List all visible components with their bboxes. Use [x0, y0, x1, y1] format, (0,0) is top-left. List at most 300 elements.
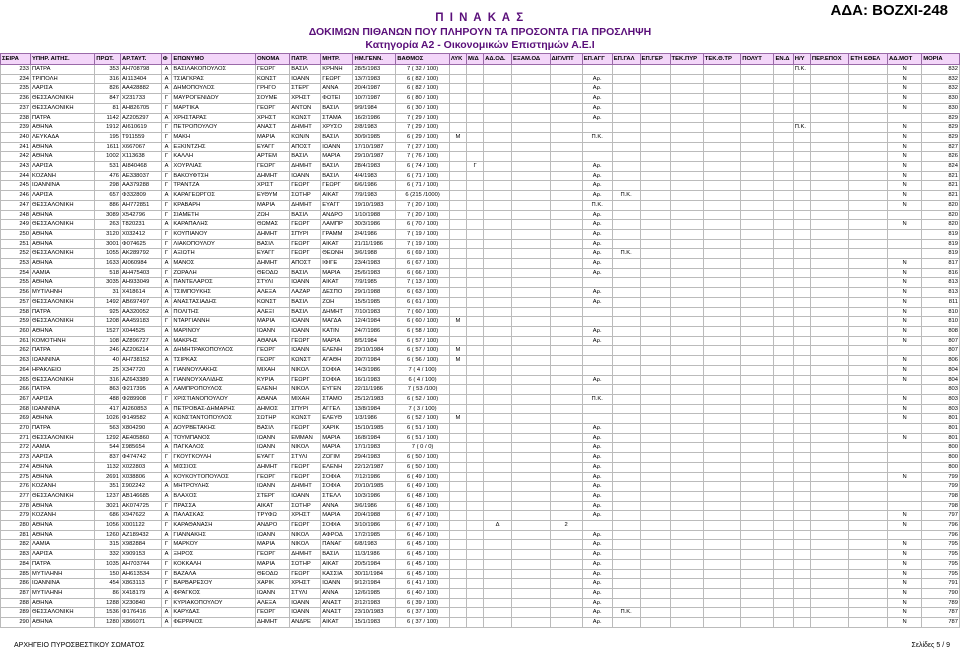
- table-cell: [467, 297, 484, 307]
- table-cell: 195: [95, 132, 121, 142]
- table-header-row: [1, 54, 960, 65]
- table-cell: [849, 433, 888, 443]
- table-cell: [550, 550, 582, 560]
- table-cell: [640, 259, 670, 269]
- table-cell: ΑΘΗΝΑ: [31, 501, 95, 511]
- table-cell: 1056: [95, 521, 121, 531]
- table-cell: ΣΩΤΗΡ: [290, 191, 321, 201]
- table-cell: [849, 191, 888, 201]
- table-cell: [703, 249, 741, 259]
- table-cell: 830: [922, 103, 960, 113]
- table-cell: [887, 239, 921, 249]
- table-cell: [793, 268, 810, 278]
- table-cell: [467, 84, 484, 94]
- table-cell: [484, 404, 512, 414]
- table-cell: ΤΣΙΡΚΑΣ: [172, 356, 256, 366]
- table-cell: [703, 608, 741, 618]
- column-header: ΣΕΙΡΑ: [1, 54, 31, 65]
- table-cell: 234: [1, 74, 31, 84]
- table-cell: 6 ( 4 / 100): [396, 375, 450, 385]
- table-cell: Χ231733: [120, 94, 161, 104]
- table-cell: [703, 521, 741, 531]
- table-cell: [810, 375, 849, 385]
- table-cell: [793, 239, 810, 249]
- table-cell: 3120: [95, 229, 121, 239]
- table-cell: [741, 326, 774, 336]
- table-cell: [511, 239, 550, 249]
- table-cell: [612, 579, 640, 589]
- table-cell: 829: [922, 132, 960, 142]
- table-cell: [612, 210, 640, 220]
- table-cell: ΖΩΡΑΛΗ: [172, 268, 256, 278]
- table-cell: [703, 288, 741, 298]
- table-cell: [484, 588, 512, 598]
- table-cell: Α: [161, 618, 172, 628]
- table-cell: [640, 142, 670, 152]
- table-cell: ΚΟΚΚΑΛΗ: [172, 559, 256, 569]
- table-cell: [741, 162, 774, 172]
- table-cell: [741, 472, 774, 482]
- table-row: [1, 239, 960, 249]
- column-header: ΗΜ.ΓΕΝΝ.: [353, 54, 396, 65]
- table-cell: 796: [922, 521, 960, 531]
- table-cell: [774, 588, 793, 598]
- table-cell: ΤΣΙΑΓΚΡΑΣ: [172, 74, 256, 84]
- table-cell: [640, 297, 670, 307]
- table-cell: 827: [922, 142, 960, 152]
- table-cell: [612, 103, 640, 113]
- table-cell: ΚΥΡΙΑΚΟΠΟΥΛΟΥ: [172, 598, 256, 608]
- table-cell: 6 ( 52 / 100): [396, 394, 450, 404]
- table-cell: 795: [922, 569, 960, 579]
- table-cell: Αρ.: [582, 220, 612, 230]
- table-cell: ΔΗΜΗΤ: [255, 229, 289, 239]
- table-cell: [793, 550, 810, 560]
- table-cell: [449, 598, 466, 608]
- table-cell: 807: [922, 346, 960, 356]
- table-cell: [670, 521, 703, 531]
- page-footer: [0, 640, 960, 652]
- table-cell: [793, 569, 810, 579]
- table-cell: ΑΓΑΘΗ: [321, 356, 353, 366]
- table-cell: Γ: [161, 268, 172, 278]
- table-cell: Γ: [161, 200, 172, 210]
- table-cell: [484, 462, 512, 472]
- table-cell: 686: [95, 511, 121, 521]
- table-cell: [774, 123, 793, 133]
- table-row: [1, 220, 960, 230]
- table-cell: ΚΥΡΙΑ: [255, 375, 289, 385]
- table-cell: 819: [922, 249, 960, 259]
- table-cell: 268: [1, 404, 31, 414]
- table-cell: [612, 288, 640, 298]
- table-cell: 285: [1, 569, 31, 579]
- table-cell: [741, 191, 774, 201]
- table-cell: [741, 433, 774, 443]
- table-cell: [849, 249, 888, 259]
- table-cell: [511, 569, 550, 579]
- table-cell: [793, 501, 810, 511]
- table-cell: ΑΑ379288: [120, 181, 161, 191]
- table-cell: 271: [1, 433, 31, 443]
- table-row: [1, 472, 960, 482]
- table-cell: Αρ.: [582, 472, 612, 482]
- table-cell: [582, 142, 612, 152]
- table-cell: 829: [922, 113, 960, 123]
- column-header: ΑΔ.ΜΟΤ: [887, 54, 921, 65]
- table-row: [1, 346, 960, 356]
- table-cell: [640, 200, 670, 210]
- table-cell: Ν: [887, 297, 921, 307]
- table-cell: [612, 385, 640, 395]
- table-cell: ΑΗ613534: [120, 569, 161, 579]
- table-cell: [887, 210, 921, 220]
- table-cell: Ν: [887, 404, 921, 414]
- table-cell: [741, 356, 774, 366]
- table-cell: [449, 171, 466, 181]
- table-cell: [484, 453, 512, 463]
- table-cell: [612, 598, 640, 608]
- table-cell: 7 ( 60 / 100): [396, 307, 450, 317]
- table-cell: Ν: [887, 94, 921, 104]
- table-cell: 819: [922, 239, 960, 249]
- table-cell: ΣΟΦΙΑ: [321, 375, 353, 385]
- table-cell: 798: [922, 501, 960, 511]
- table-row: [1, 453, 960, 463]
- table-cell: [670, 472, 703, 482]
- table-cell: Μ: [449, 317, 466, 327]
- table-cell: [640, 65, 670, 75]
- table-row: [1, 550, 960, 560]
- table-cell: [774, 608, 793, 618]
- table-cell: [793, 433, 810, 443]
- table-cell: 7 ( 29 / 100): [396, 113, 450, 123]
- table-cell: [793, 113, 810, 123]
- table-cell: [511, 443, 550, 453]
- table-cell: 816: [922, 268, 960, 278]
- table-cell: [810, 453, 849, 463]
- table-cell: ΒΑΣΙΛ: [321, 550, 353, 560]
- table-cell: [810, 278, 849, 288]
- table-cell: [670, 443, 703, 453]
- table-cell: [810, 618, 849, 628]
- table-cell: [640, 268, 670, 278]
- table-cell: Γ: [161, 540, 172, 550]
- table-cell: [793, 491, 810, 501]
- table-cell: [849, 259, 888, 269]
- table-cell: ΒΑΣΙΛ: [255, 239, 289, 249]
- table-cell: [640, 326, 670, 336]
- table-cell: Αρ.: [582, 210, 612, 220]
- table-row: [1, 326, 960, 336]
- table-cell: [467, 482, 484, 492]
- table-cell: 245: [1, 181, 31, 191]
- table-cell: ΜΥΤΙΛΗΝΗ: [31, 588, 95, 598]
- table-cell: [810, 65, 849, 75]
- table-cell: [849, 559, 888, 569]
- table-cell: [849, 74, 888, 84]
- table-cell: [849, 307, 888, 317]
- table-cell: [582, 317, 612, 327]
- table-cell: [703, 424, 741, 434]
- table-cell: [741, 94, 774, 104]
- table-cell: [484, 239, 512, 249]
- table-row: [1, 569, 960, 579]
- table-cell: 150: [95, 569, 121, 579]
- table-cell: [511, 365, 550, 375]
- table-cell: ΙΩΑΝΝ: [290, 491, 321, 501]
- table-cell: [467, 598, 484, 608]
- table-cell: [467, 414, 484, 424]
- table-cell: ΑΑ459183: [120, 317, 161, 327]
- table-cell: [484, 113, 512, 123]
- table-cell: ΦΡΑΓΚΟΣ: [172, 588, 256, 598]
- table-cell: 826: [95, 84, 121, 94]
- table-cell: 265: [1, 375, 31, 385]
- table-cell: [449, 491, 466, 501]
- table-cell: [640, 462, 670, 472]
- table-cell: [741, 462, 774, 472]
- table-cell: ΑΝΔΡΟ: [255, 521, 289, 531]
- table-row: [1, 191, 960, 201]
- table-cell: [511, 123, 550, 133]
- table-cell: [670, 501, 703, 511]
- table-cell: [670, 142, 703, 152]
- table-cell: ΑΘΗΝΑ: [31, 123, 95, 133]
- table-cell: [849, 472, 888, 482]
- table-cell: 6 ( 48 / 100): [396, 501, 450, 511]
- table-cell: [449, 501, 466, 511]
- table-cell: [612, 132, 640, 142]
- table-cell: [793, 229, 810, 239]
- table-cell: 278: [1, 501, 31, 511]
- table-cell: Ν: [887, 307, 921, 317]
- table-cell: ΛΑΡΙΣΑ: [31, 550, 95, 560]
- table-cell: [703, 598, 741, 608]
- table-cell: ΑΙ260853: [120, 404, 161, 414]
- table-cell: ΙΩΑΝΝ: [321, 579, 353, 589]
- table-cell: [741, 297, 774, 307]
- table-cell: 488: [95, 394, 121, 404]
- table-cell: 7/9/1983: [353, 191, 396, 201]
- table-cell: [793, 511, 810, 521]
- table-cell: ΑΘΗΝΑ: [31, 521, 95, 531]
- table-cell: 17/2/1985: [353, 530, 396, 540]
- table-cell: [550, 579, 582, 589]
- table-cell: ΛΑΖΑΡ: [290, 288, 321, 298]
- table-cell: [774, 569, 793, 579]
- table-cell: [550, 608, 582, 618]
- table-cell: 832: [922, 65, 960, 75]
- table-cell: Ν: [887, 84, 921, 94]
- table-cell: [550, 336, 582, 346]
- table-cell: Γ: [161, 501, 172, 511]
- table-cell: [612, 540, 640, 550]
- table-row: [1, 491, 960, 501]
- table-cell: [640, 559, 670, 569]
- table-cell: [849, 288, 888, 298]
- table-cell: ΑΙΚΑΤ: [321, 559, 353, 569]
- table-cell: [550, 462, 582, 472]
- table-cell: 10/7/1987: [353, 94, 396, 104]
- table-cell: 290: [1, 618, 31, 628]
- table-cell: 804: [922, 365, 960, 375]
- table-cell: [793, 278, 810, 288]
- table-cell: [550, 171, 582, 181]
- table-cell: 250: [1, 229, 31, 239]
- table-cell: 7 ( 0 / 0): [396, 443, 450, 453]
- table-cell: ΠΑΤΡΑ: [31, 385, 95, 395]
- table-cell: 6 ( 37 / 100): [396, 618, 450, 628]
- table-cell: [810, 162, 849, 172]
- table-cell: [810, 472, 849, 482]
- table-cell: Αρ.: [582, 259, 612, 269]
- table-cell: [670, 559, 703, 569]
- table-cell: ΑΘΗΝΑ: [31, 414, 95, 424]
- table-cell: [511, 530, 550, 540]
- table-cell: [774, 239, 793, 249]
- table-cell: [511, 259, 550, 269]
- table-cell: [511, 608, 550, 618]
- table-cell: Αρ.: [582, 511, 612, 521]
- table-cell: [670, 608, 703, 618]
- table-cell: 86: [95, 588, 121, 598]
- table-cell: 22/12/1987: [353, 462, 396, 472]
- table-cell: Ν: [887, 103, 921, 113]
- table-cell: ΖΩΓΙΜ: [321, 453, 353, 463]
- table-cell: Π.Κ.: [612, 608, 640, 618]
- table-cell: 2/4/1986: [353, 229, 396, 239]
- table-cell: [793, 326, 810, 336]
- table-cell: [810, 550, 849, 560]
- table-cell: [612, 259, 640, 269]
- table-cell: Γ: [161, 123, 172, 133]
- table-cell: [640, 74, 670, 84]
- table-cell: [849, 404, 888, 414]
- table-cell: ΘΕΩΝΗ: [321, 249, 353, 259]
- table-cell: ΑΡΤΕΜ: [255, 152, 289, 162]
- table-cell: [810, 181, 849, 191]
- table-cell: [741, 200, 774, 210]
- table-cell: [849, 608, 888, 618]
- table-cell: 799: [922, 482, 960, 492]
- table-cell: ΑΗ826705: [120, 103, 161, 113]
- table-cell: [449, 297, 466, 307]
- table-cell: Φ332809: [120, 191, 161, 201]
- table-cell: 252: [1, 249, 31, 259]
- table-cell: 801: [922, 414, 960, 424]
- table-cell: [793, 346, 810, 356]
- table-cell: Α: [161, 443, 172, 453]
- table-cell: 6/8/1983: [353, 540, 396, 550]
- table-cell: Γ: [161, 181, 172, 191]
- table-cell: [703, 453, 741, 463]
- table-cell: [449, 365, 466, 375]
- table-cell: [703, 530, 741, 540]
- table-cell: [887, 346, 921, 356]
- table-cell: [640, 433, 670, 443]
- table-cell: 7/10/1983: [353, 307, 396, 317]
- table-cell: [449, 288, 466, 298]
- table-cell: [550, 472, 582, 482]
- table-cell: [703, 569, 741, 579]
- table-cell: Χ667067: [120, 142, 161, 152]
- table-cell: 20/10/1985: [353, 482, 396, 492]
- table-cell: ΓΕΩΡΓ: [255, 472, 289, 482]
- table-cell: [640, 356, 670, 366]
- table-cell: ΓΕΩΡΓ: [255, 346, 289, 356]
- table-cell: [887, 482, 921, 492]
- table-cell: [810, 259, 849, 269]
- table-cell: [484, 579, 512, 589]
- table-cell: Α: [161, 278, 172, 288]
- table-cell: ΘΕΣΣΑΛΟΝΙΚΗ: [31, 94, 95, 104]
- table-cell: 819: [922, 229, 960, 239]
- table-cell: 826: [922, 152, 960, 162]
- table-cell: Α: [161, 511, 172, 521]
- table-cell: ΑΙ610619: [120, 123, 161, 133]
- table-cell: 23/10/1983: [353, 608, 396, 618]
- table-cell: 31: [95, 288, 121, 298]
- table-cell: ΛΑΡΙΣΑ: [31, 191, 95, 201]
- table-cell: [774, 103, 793, 113]
- table-cell: Αρ.: [582, 588, 612, 598]
- column-header: ΠΡΩΤ.: [95, 54, 121, 65]
- table-cell: [793, 618, 810, 628]
- table-cell: [670, 433, 703, 443]
- table-cell: ΣΩΤΗΡ: [290, 559, 321, 569]
- table-cell: [550, 385, 582, 395]
- table-cell: [703, 94, 741, 104]
- table-cell: [849, 521, 888, 531]
- table-cell: 806: [922, 356, 960, 366]
- table-cell: [810, 288, 849, 298]
- table-cell: Ν: [887, 336, 921, 346]
- table-cell: ΜΑΡΙΑ: [255, 132, 289, 142]
- table-cell: 6 ( 49 / 100): [396, 482, 450, 492]
- column-header: ΕΠΩΝΥΜΟ: [172, 54, 256, 65]
- table-cell: [670, 424, 703, 434]
- table-cell: 821: [922, 191, 960, 201]
- table-cell: [612, 453, 640, 463]
- table-cell: Χ230840: [120, 598, 161, 608]
- table-cell: ΔΗΜΗΤ: [255, 462, 289, 472]
- table-cell: Α: [161, 608, 172, 618]
- table-cell: [849, 346, 888, 356]
- ada-code: ΑΔΑ: ΒΟΖΧΙ-248: [830, 2, 948, 19]
- table-cell: [774, 162, 793, 172]
- table-cell: [887, 385, 921, 395]
- table-cell: [741, 569, 774, 579]
- table-cell: Α: [161, 356, 172, 366]
- table-cell: Φ176416: [120, 608, 161, 618]
- table-cell: ΔΗΜΟΠΟΥΛΟΣ: [172, 84, 256, 94]
- table-cell: 6 ( 47 / 100): [396, 521, 450, 531]
- table-cell: 1536: [95, 608, 121, 618]
- table-cell: 263: [95, 220, 121, 230]
- table-cell: [741, 579, 774, 589]
- table-cell: [484, 162, 512, 172]
- table-cell: [511, 424, 550, 434]
- table-cell: ΙΩΑΝΝΙΝΑ: [31, 404, 95, 414]
- table-cell: Αρ.: [582, 84, 612, 94]
- table-cell: ΦΕΡΡΑΙΟΣ: [172, 618, 256, 628]
- table-cell: [849, 84, 888, 94]
- table-cell: [449, 162, 466, 172]
- table-cell: [550, 210, 582, 220]
- table-cell: [670, 453, 703, 463]
- table-cell: [670, 200, 703, 210]
